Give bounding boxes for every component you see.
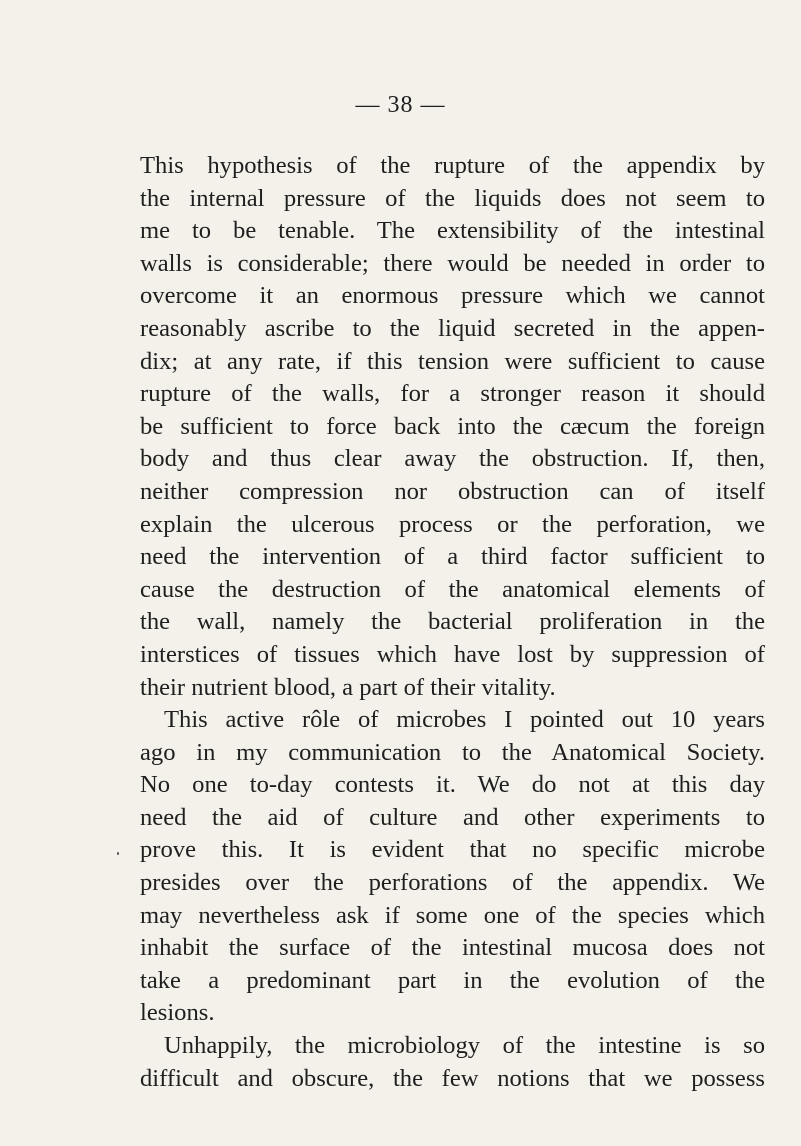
text-line-16: interstices of tissues which have lost by suppression of	[140, 640, 765, 668]
ink-speck	[117, 852, 119, 855]
text-line-26: take a predominant part in the evolution of the	[140, 966, 765, 994]
text-line-29: difficult and obscure, the few notions that we possess	[140, 1064, 765, 1092]
text-line-10: body and thus clear away the obstruction. If, then,	[140, 445, 765, 473]
text-line-8: rupture of the walls, for a stronger reason it should	[140, 380, 765, 408]
text-line-22: prove this. It is evident that no specific microbe	[140, 836, 765, 864]
text-line-1: This hypothesis of the rupture of the appendix by	[140, 152, 765, 179]
text-line-6: reasonably ascribe to the liquid secreted in the appen-	[140, 314, 765, 342]
text-line-11: neither compression nor obstruction can of itself	[140, 477, 765, 505]
text-line-14: cause the destruction of the anatomical elements of	[140, 575, 765, 603]
text-line-23: presides over the perforations of the appendix. We	[140, 869, 765, 897]
text-line-21: need the aid of culture and other experiments to	[140, 803, 765, 831]
text-line-25: inhabit the surface of the intestinal mucosa does not	[140, 934, 765, 962]
text-line-19: ago in my communication to the Anatomical Society.	[140, 738, 765, 766]
text-line-2: the internal pressure of the liquids does not seem to	[140, 184, 765, 212]
text-line-3: me to be tenable. The extensibility of the intestinal	[140, 217, 765, 245]
text-line-15: the wall, namely the bacterial proliferation in the	[140, 608, 765, 636]
text-line-13: need the intervention of a third factor sufficient to	[140, 543, 765, 571]
text-line-18: This active rôle of microbes I pointed out 10 years	[164, 706, 765, 734]
text-line-4: walls is considerable; there would be needed in order to	[140, 249, 765, 277]
text-line-17: their nutrient blood, a part of their vitality.	[140, 673, 556, 701]
text-line-9: be sufficient to force back into the cæcum the foreign	[140, 412, 765, 440]
text-line-5: overcome it an enormous pressure which we cannot	[140, 282, 765, 310]
text-line-7: dix; at any rate, if this tension were sufficient to cause	[140, 347, 765, 375]
text-line-12: explain the ulcerous process or the perforation, we	[140, 510, 765, 538]
text-line-24: may nevertheless ask if some one of the species which	[140, 901, 765, 929]
body-text	[140, 150, 765, 1095]
text-line-20: No one to-day contests it. We do not at this day	[140, 771, 765, 799]
text-line-27: lesions.	[140, 999, 215, 1027]
text-line-28: Unhappily, the microbiology of the intestine is so	[164, 1032, 765, 1060]
page-number: — 38 —	[355, 92, 446, 118]
